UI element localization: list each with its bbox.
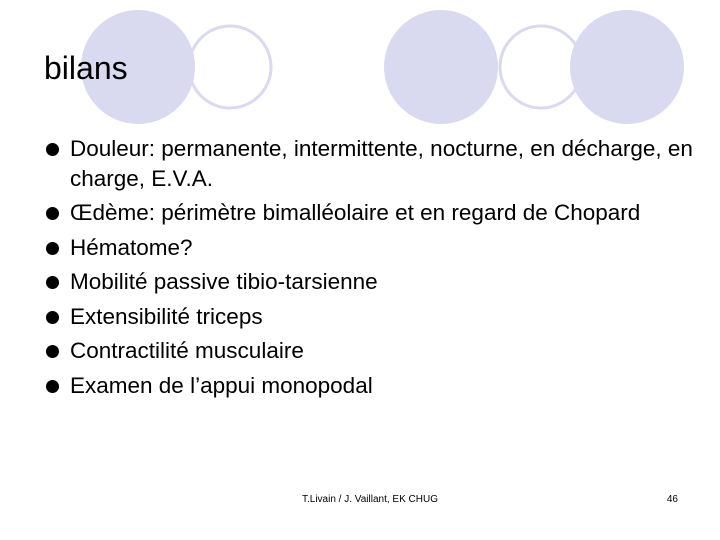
bullet-dot-icon — [46, 242, 59, 255]
bullet-text: Mobilité passive tibio-tarsienne — [70, 269, 378, 294]
bullet-item — [46, 233, 696, 263]
bullet-item — [46, 302, 696, 332]
slide-title: bilans — [44, 50, 128, 86]
decorative-circle-ring — [500, 26, 582, 108]
bullet-list — [46, 134, 696, 405]
bullet-text: Contractilité musculaire — [70, 338, 304, 363]
bullet-item — [46, 267, 696, 297]
decorative-circle-filled — [384, 10, 498, 124]
bullet-item — [46, 336, 696, 366]
page-number: 46 — [666, 494, 678, 505]
decorative-circle-filled — [570, 10, 684, 124]
bullet-text: Examen de l’appui monopodal — [70, 372, 373, 398]
bullet-dot-icon — [46, 143, 59, 156]
bullet-text: Hématome? — [70, 234, 193, 260]
footer-credit: T.Livain / J. Vaillant, EK CHUG — [302, 494, 438, 505]
bullet-item — [46, 198, 696, 228]
bullet-item — [46, 371, 696, 401]
bullet-dot-icon — [46, 207, 59, 220]
bullet-text: Œdème: périmètre bimalléolaire et en regard de Chopard — [70, 200, 641, 225]
bullet-text: Douleur: permanente, intermittente, nocturne, en décharge, en charge, E.V.A. — [70, 136, 693, 191]
bullet-item — [46, 134, 696, 193]
bullet-dot-icon — [46, 311, 59, 324]
bullet-dot-icon — [46, 276, 59, 289]
bullet-dot-icon — [46, 380, 59, 393]
bullet-text: Extensibilité triceps — [70, 303, 263, 329]
decorative-circle-ring — [189, 26, 271, 108]
bullet-dot-icon — [46, 345, 59, 358]
